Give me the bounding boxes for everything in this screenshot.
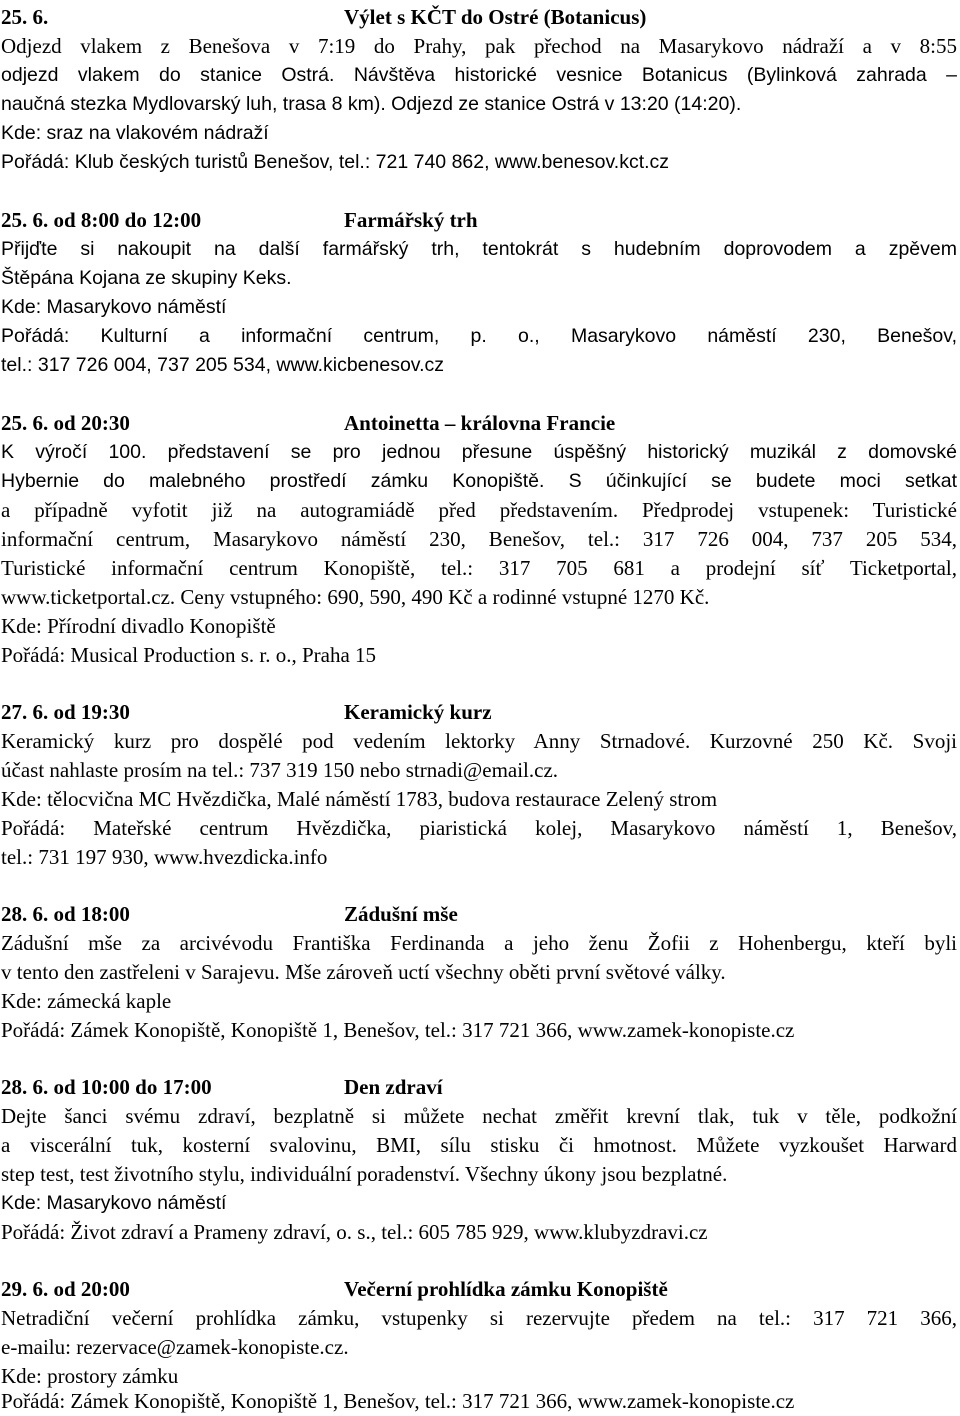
event-organizer: Pořádá: Mateřské centrum Hvězdička, piaristická kolej, Masarykovo náměstí 1, Benešov, bbox=[1, 816, 957, 840]
event-location: Kde: Přírodní divadlo Konopiště bbox=[1, 614, 276, 638]
event-title: Výlet s KČT do Ostré (Botanicus) bbox=[344, 5, 647, 29]
event-text-line: a viscerální tuk, kosterní svalovinu, BMI, sílu stisku či hmotnost. Můžete vyzkoušet Harward bbox=[1, 1133, 957, 1157]
event-text-line: Přijďte si nakoupit na další farmářský trh, tentokrát s hudebním doprovodem a zpěvem bbox=[1, 238, 957, 260]
event-date: 28. 6. od 18:00 bbox=[1, 902, 130, 926]
event-organizer: tel.: 317 726 004, 737 205 534, www.kicbenesov.cz bbox=[1, 354, 445, 376]
event-text-line: Zádušní mše za arcivévodu Františka Ferdinanda a jeho ženu Žofii z Hohenbergu, kteří byli bbox=[1, 931, 957, 955]
event-text-line: Hybernie do malebného prostředí zámku Konopiště. S účinkující se budete moci setkat bbox=[1, 470, 957, 492]
event-text-line: Netradiční večerní prohlídka zámku, vstupenky si rezervujte předem na tel.: 317 721 366, bbox=[1, 1306, 957, 1330]
event-title: Den zdraví bbox=[344, 1075, 443, 1099]
event-date: 25. 6. bbox=[1, 5, 49, 29]
event-text-line: Dejte šanci svému zdraví, bezplatně si můžete nechat změřit krevní tlak, tuk v těle, podkožní bbox=[1, 1104, 957, 1128]
event-text-line: Turistické informační centrum Konopiště, tel.: 317 705 681 a prodejní síť Ticketportal, bbox=[1, 556, 957, 580]
event-header bbox=[1, 900, 458, 929]
event-location: Kde: Masarykovo náměstí bbox=[1, 1192, 227, 1214]
event-organizer: Pořádá: Kulturní a informační centrum, p. o., Masarykovo náměstí 230, Benešov, bbox=[1, 325, 957, 347]
event-header bbox=[1, 3, 647, 32]
event-date: 25. 6. od 20:30 bbox=[1, 411, 130, 435]
event-date: 27. 6. od 19:30 bbox=[1, 700, 130, 724]
event-header bbox=[1, 1275, 668, 1304]
event-header bbox=[1, 1073, 443, 1102]
event-date: 28. 6. od 10:00 do 17:00 bbox=[1, 1075, 212, 1099]
event-date: 25. 6. od 8:00 do 12:00 bbox=[1, 208, 202, 232]
event-date: 29. 6. od 20:00 bbox=[1, 1277, 130, 1301]
event-text-line: informační centrum, Masarykovo náměstí 230, Benešov, tel.: 317 726 004, 737 205 534, bbox=[1, 527, 957, 551]
event-title: Antoinetta – královna Francie bbox=[344, 411, 616, 435]
event-title: Večerní prohlídka zámku Konopiště bbox=[344, 1277, 668, 1301]
event-text-line: K výročí 100. představení se pro jednou přesune úspěšný historický muzikál z domovské bbox=[1, 441, 957, 463]
event-text-line: e-mailu: rezervace@zamek-konopiste.cz. bbox=[1, 1335, 349, 1359]
event-title: Zádušní mše bbox=[344, 902, 458, 926]
event-text-line: v tento den zastřeleni v Sarajevu. Mše zároveň uctí všechny oběti první světové války. bbox=[1, 960, 726, 984]
event-text-line: www.ticketportal.cz. Ceny vstupného: 690, 590, 490 Kč a rodinné vstupné 1270 Kč. bbox=[1, 585, 710, 609]
event-organizer: Pořádá: Život zdraví a Prameny zdraví, o. s., tel.: 605 785 929, www.klubyzdravi.cz bbox=[1, 1220, 708, 1244]
event-organizer: Pořádá: Musical Production s. r. o., Praha 15 bbox=[1, 643, 377, 667]
event-organizer: Pořádá: Zámek Konopiště, Konopiště 1, Benešov, tel.: 317 721 366, www.zamek-konopiste.cz bbox=[1, 1018, 795, 1042]
event-organizer: Pořádá: Zámek Konopiště, Konopiště 1, Benešov, tel.: 317 721 366, www.zamek-konopiste.cz bbox=[1, 1389, 795, 1413]
event-location: Kde: Masarykovo náměstí bbox=[1, 296, 227, 318]
event-location: Kde: zámecká kaple bbox=[1, 989, 172, 1013]
event-header bbox=[1, 206, 478, 235]
event-text-line: odjezd vlakem do stanice Ostrá. Návštěva historické vesnice Botanicus (Bylinková zahrada – bbox=[1, 64, 957, 86]
event-text-line: naučná stezka Mydlovarský luh, trasa 8 km). Odjezd ze stanice Ostrá v 13:20 (14:20). bbox=[1, 93, 742, 115]
event-text-line: Štěpána Kojana ze skupiny Keks. bbox=[1, 267, 292, 289]
event-location: Kde: sraz na vlakovém nádraží bbox=[1, 122, 269, 144]
event-title: Keramický kurz bbox=[344, 700, 492, 724]
event-text-line: a případně vyfotit již na autogramiádě před představením. Předprodej vstupenek: Turistické bbox=[1, 498, 957, 522]
event-location: Kde: prostory zámku bbox=[1, 1364, 179, 1388]
event-text-line: účast nahlaste prosím na tel.: 737 319 150 nebo strnadi@email.cz. bbox=[1, 758, 559, 782]
event-location: Kde: tělocvična MC Hvězdička, Malé náměstí 1783, budova restaurace Zelený strom bbox=[1, 787, 718, 811]
event-organizer: Pořádá: Klub českých turistů Benešov, tel.: 721 740 862, www.benesov.kct.cz bbox=[1, 151, 670, 173]
event-header bbox=[1, 698, 492, 727]
event-text-line: step test, test životního stylu, individuální poradenství. Všechny úkony jsou bezplatné. bbox=[1, 1162, 728, 1186]
event-text-line: Odjezd vlakem z Benešova v 7:19 do Prahy, pak přechod na Masarykovo nádraží a v 8:55 bbox=[1, 34, 957, 58]
event-organizer: tel.: 731 197 930, www.hvezdicka.info bbox=[1, 845, 328, 869]
event-title: Farmářský trh bbox=[344, 208, 478, 232]
event-header bbox=[1, 409, 616, 438]
event-text-line: Keramický kurz pro dospělé pod vedením lektorky Anny Strnadové. Kurzovné 250 Kč. Svoji bbox=[1, 729, 957, 753]
